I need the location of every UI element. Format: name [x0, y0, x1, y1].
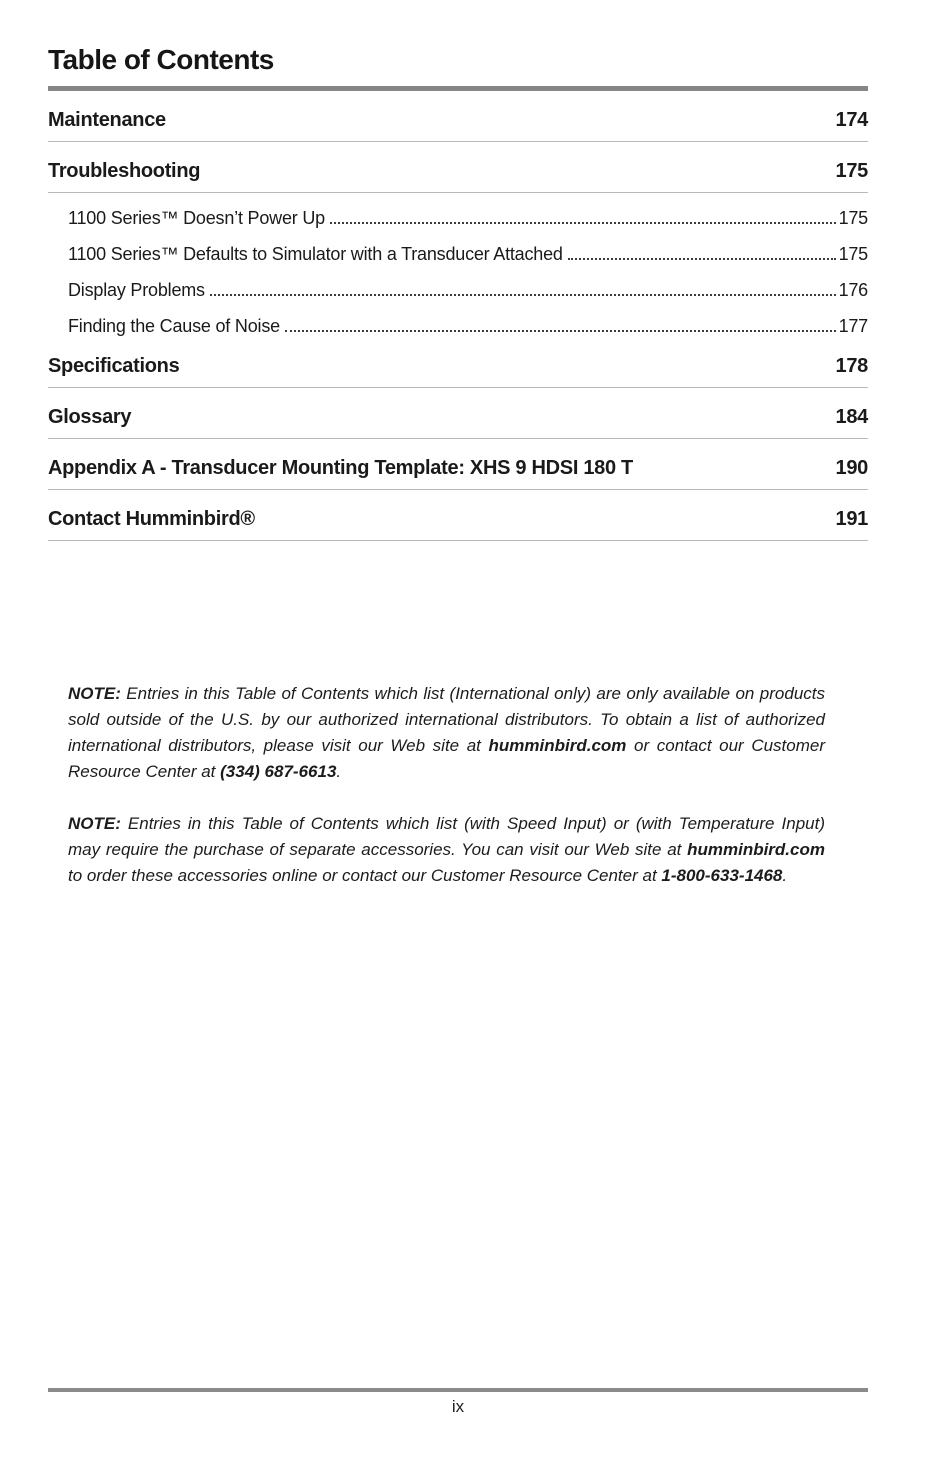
- toc-subentry-doesnt-power-up[interactable]: [68, 208, 868, 229]
- note-phone: 1-800-633-1468: [661, 866, 783, 885]
- note-website: humminbird.com: [687, 840, 825, 859]
- page-title: Table of Contents: [48, 44, 274, 75]
- toc-entry-appendix-a[interactable]: [48, 457, 868, 490]
- note-text: to order these accessories online or contact our Customer Resource Center at: [68, 866, 662, 885]
- note-text: .: [336, 762, 342, 781]
- toc-subentry-page: 175: [838, 244, 868, 264]
- dot-leader: [330, 222, 836, 224]
- note-text: Entries in this Table of Contents which list (International only) are only available on products sold outside of the U.S. by our authorized international distributors. To obtain a list of authorized international distributors, please visit our Web site at: [68, 684, 825, 755]
- toc-subentry-label: Display Problems: [68, 280, 205, 300]
- note-phone: (334) 687-6613: [220, 762, 337, 781]
- toc-entry-contact-humminbird[interactable]: [48, 508, 868, 541]
- note-label: NOTE:: [68, 684, 121, 703]
- page-footer: [48, 1388, 868, 1417]
- note-text: .: [782, 866, 788, 885]
- toc-entry-maintenance[interactable]: [48, 109, 868, 142]
- table-of-contents: [48, 109, 868, 541]
- toc-subentry-label: 1100 Series™ Defaults to Simulator with a Transducer Attached: [68, 244, 563, 264]
- toc-entry-page: 175: [835, 160, 868, 182]
- toc-entry-label: Contact Humminbird®: [48, 508, 255, 530]
- toc-entry-troubleshooting[interactable]: [48, 160, 868, 193]
- note-accessories: [68, 811, 825, 889]
- toc-entry-label: Specifications: [48, 355, 180, 377]
- note-text: or contact our Customer Resource Center at: [68, 736, 826, 781]
- toc-subentry-page: 176: [838, 280, 868, 300]
- toc-subentry-defaults-to-simulator[interactable]: [68, 244, 868, 265]
- note-international: [68, 681, 825, 785]
- footer-rule: [48, 1388, 868, 1392]
- dot-leader: [210, 294, 836, 296]
- dot-leader: [568, 258, 836, 260]
- notes-section: [68, 681, 825, 889]
- toc-entry-page: 190: [835, 457, 868, 479]
- toc-entry-label: Appendix A - Transducer Mounting Template: XHS 9 HDSI 180 T: [48, 457, 633, 479]
- toc-entry-label: Maintenance: [48, 109, 166, 131]
- toc-entry-glossary[interactable]: [48, 406, 868, 439]
- toc-subentry-page: 175: [838, 208, 868, 228]
- title-rule: [48, 86, 868, 91]
- toc-subentry-label: Finding the Cause of Noise: [68, 316, 280, 336]
- toc-entry-page: 184: [835, 406, 868, 428]
- toc-entry-page: 178: [835, 355, 868, 377]
- dot-leader: [285, 330, 836, 332]
- toc-subentry-page: 177: [838, 316, 868, 336]
- toc-entry-page: 191: [835, 508, 868, 530]
- note-text: Entries in this Table of Contents which list (with Speed Input) or (with Temperature Input) may require the purchase of separate accessories. You can visit our Web site at: [68, 814, 825, 859]
- toc-subentry-label: 1100 Series™ Doesn’t Power Up: [68, 208, 325, 228]
- toc-entry-label: Troubleshooting: [48, 160, 201, 182]
- toc-entry-label: Glossary: [48, 406, 132, 428]
- toc-entry-page: 174: [835, 109, 868, 131]
- toc-subentry-display-problems[interactable]: [68, 280, 868, 301]
- page-number: ix: [451, 1397, 465, 1416]
- toc-subentry-finding-cause-of-noise[interactable]: [68, 316, 868, 337]
- note-label: NOTE:: [68, 814, 121, 833]
- note-website: humminbird.com: [488, 736, 627, 755]
- toc-entry-specifications[interactable]: [48, 355, 868, 388]
